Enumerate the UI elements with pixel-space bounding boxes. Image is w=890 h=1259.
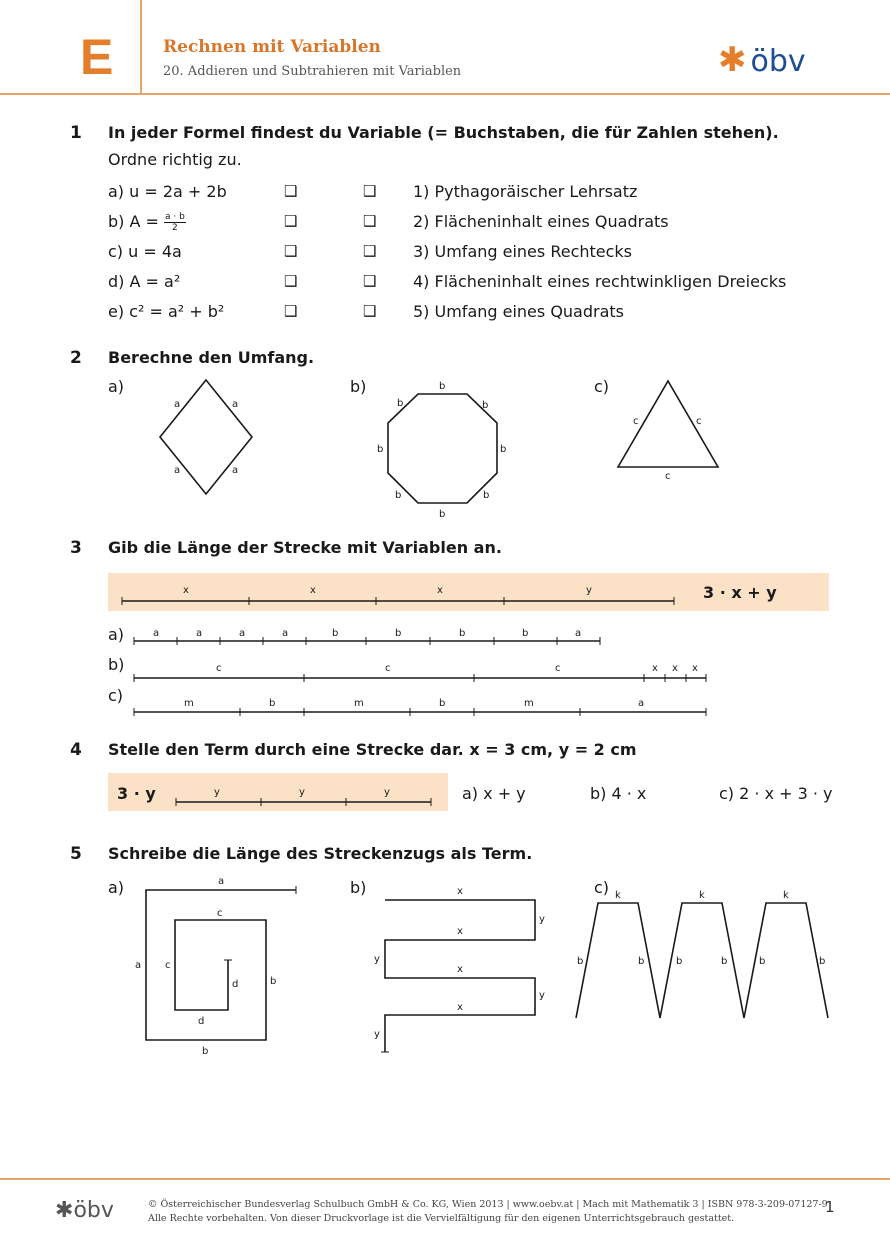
q4-example-seg: y (214, 787, 220, 798)
spiral-label: d (198, 1016, 205, 1027)
q4-example-seg: y (299, 787, 305, 798)
meander-label: x (457, 1002, 463, 1013)
q3-row-a-seg: b (395, 628, 402, 639)
q4-example-seg: y (384, 787, 390, 798)
spiral-label: a (218, 876, 225, 887)
footer-line1: © Österreichischer Bundesverlag Schulbuch GmbH & Co. KG, Wien 2013 | www.oebv.at | Mach mit Mathematik 3 | ISBN 978-3-209-07127-9 (148, 1199, 828, 1210)
q4-example-term: 3 · y (117, 784, 156, 803)
zigzag-label: b (676, 956, 683, 967)
q2-label-c: c) (594, 377, 610, 396)
q3-example-answer: 3 · x + y (703, 583, 777, 602)
q3-row-c-seg: m (184, 698, 194, 709)
q5-label-c: c) (594, 878, 610, 897)
rhombus-label-tr: a (232, 399, 239, 410)
q1-formula-e: e) c² = a² + b² (108, 302, 225, 321)
q3-example-seg: x (310, 585, 316, 596)
q3-row-a-seg: b (522, 628, 529, 639)
q3-example-seg: x (437, 585, 443, 596)
q3-example-seg: x (183, 585, 189, 596)
rhombus-label-br: a (232, 465, 239, 476)
octagon-label-top: b (439, 381, 446, 392)
zigzag-label: b (819, 956, 826, 967)
checkbox-left-c[interactable]: ❑ (284, 242, 298, 260)
zigzag-label: b (759, 956, 766, 967)
meander-label: y (374, 954, 380, 965)
checkbox-left-b[interactable]: ❑ (284, 212, 298, 230)
q3-label-b: b) (108, 655, 125, 674)
checkbox-left-e[interactable]: ❑ (284, 302, 298, 320)
q3-row-b-seg: c (216, 663, 222, 674)
q4-task-b: b) 4 · x (590, 784, 647, 803)
q3-number: 3 (70, 538, 82, 558)
spiral-label: b (202, 1046, 209, 1057)
spiral-label: d (232, 979, 239, 990)
q5-number: 5 (70, 844, 82, 864)
q3-row-b-seg: x (652, 663, 658, 674)
q3-row-c-seg: a (638, 698, 645, 709)
q4-number: 4 (70, 740, 82, 760)
publisher-logo: ✱ öbv (718, 40, 806, 80)
q2-label-b: b) (350, 377, 367, 396)
meander-label: x (457, 964, 463, 975)
rhombus-label-bl: a (174, 465, 181, 476)
footer-divider (0, 1178, 890, 1180)
q1-answer-5: 5) Umfang eines Quadrats (413, 302, 625, 321)
q3-row-a-seg: b (332, 628, 339, 639)
meander-label: y (539, 914, 545, 925)
footer-logo: ✱öbv (55, 1198, 114, 1223)
q5-label-a: a) (108, 878, 125, 897)
q2-label-a: a) (108, 377, 125, 396)
q4-task-a: a) x + y (462, 784, 526, 803)
octagon-label-tl: b (397, 398, 404, 409)
fraction-numerator: a · b (165, 212, 185, 222)
q5-text: Schreibe die Länge des Streckenzugs als Term. (108, 844, 533, 863)
q1-answer-1: 1) Pythagoräischer Lehrsatz (413, 182, 638, 201)
q3-row-c-seg: b (439, 698, 446, 709)
q3-row-b-seg: x (692, 663, 698, 674)
q2-text: Berechne den Umfang. (108, 348, 315, 367)
checkbox-right-3[interactable]: ❑ (363, 242, 377, 260)
q3-row-a-seg: a (282, 628, 289, 639)
q3-row-a-seg: a (153, 628, 160, 639)
octagon-label-tr: b (482, 400, 489, 411)
triangle-label-bottom: c (665, 471, 671, 482)
checkbox-left-d[interactable]: ❑ (284, 272, 298, 290)
chapter-subtitle: 20. Addieren und Subtrahieren mit Variablen (163, 64, 462, 79)
meander-label: y (374, 1029, 380, 1040)
q1-formula-b: b) A = $\frac{a \cdot b}{2}$ (108, 212, 185, 233)
meander-label: y (539, 990, 545, 1001)
q1-answer-2: 2) Flächeninhalt eines Quadrats (413, 212, 669, 231)
meander-path (385, 900, 535, 1052)
zigzag-label: k (615, 890, 621, 901)
checkbox-right-5[interactable]: ❑ (363, 302, 377, 320)
rhombus-label-tl: a (174, 399, 181, 410)
q1-text-line2: Ordne richtig zu. (108, 150, 242, 169)
q1-number: 1 (70, 123, 82, 143)
q5-label-b: b) (350, 878, 367, 897)
spiral-label: b (270, 976, 277, 987)
q3-example-seg: y (586, 585, 592, 596)
page-number: 1 (825, 1198, 835, 1216)
logo-star-icon: ✱ (718, 40, 747, 80)
triangle-label-left: c (633, 416, 639, 427)
q1-formula-d: d) A = a² (108, 272, 181, 291)
checkbox-right-2[interactable]: ❑ (363, 212, 377, 230)
octagon-label-br: b (483, 490, 490, 501)
section-letter: E (80, 29, 114, 85)
q3-row-c-seg: m (354, 698, 364, 709)
zigzag-path (576, 903, 828, 1018)
q3-row-a-seg: a (239, 628, 246, 639)
q3-label-c: c) (108, 686, 124, 705)
q3-text: Gib die Länge der Strecke mit Variablen an. (108, 538, 502, 557)
q3-row-a-seg: a (575, 628, 582, 639)
octagon-label-bl: b (395, 490, 402, 501)
checkbox-right-1[interactable]: ❑ (363, 182, 377, 200)
q3-row-b-seg: c (385, 663, 391, 674)
footer-line2: Alle Rechte vorbehalten. Von dieser Druckvorlage ist die Vervielfältigung für den eigenen Unterrichtsgebrauch gestattet. (148, 1213, 735, 1224)
checkbox-right-4[interactable]: ❑ (363, 272, 377, 290)
q1-answer-4: 4) Flächeninhalt eines rechtwinkligen Dreiecks (413, 272, 787, 291)
q3-label-a: a) (108, 625, 125, 644)
q1-formula-a: a) u = 2a + 2b (108, 182, 227, 201)
octagon-label-bottom: b (439, 509, 446, 520)
footer-logo-star-icon: ✱ (55, 1198, 74, 1223)
q1-answer-3: 3) Umfang eines Rechtecks (413, 242, 633, 261)
q1-formula-c: c) u = 4a (108, 242, 182, 261)
q3-row-a-seg: b (459, 628, 466, 639)
q3-row-a-seg: a (196, 628, 203, 639)
zigzag-label: b (721, 956, 728, 967)
checkbox-left-a[interactable]: ❑ (284, 182, 298, 200)
q3-row-c-seg: b (269, 698, 276, 709)
octagon-label-r: b (500, 444, 507, 455)
q4-text: Stelle den Term durch eine Strecke dar. x = 3 cm, y = 2 cm (108, 740, 637, 759)
q1-text-line1: In jeder Formel findest du Variable (= Buchstaben, die für Zahlen stehen). (108, 123, 779, 142)
octagon-label-l: b (377, 444, 384, 455)
zigzag-label: b (638, 956, 645, 967)
q2-number: 2 (70, 348, 82, 368)
footer-copyright (148, 1198, 828, 1226)
zigzag-label: k (783, 890, 789, 901)
spiral-label: c (217, 908, 223, 919)
zigzag-label: k (699, 890, 705, 901)
meander-label: x (457, 926, 463, 937)
triangle-label-right: c (696, 416, 702, 427)
chapter-title: Rechnen mit Variablen (163, 37, 381, 57)
q3-row-c-seg: m (524, 698, 534, 709)
zigzag-label: b (577, 956, 584, 967)
q4-task-c: c) 2 · x + 3 · y (719, 784, 833, 803)
meander-label: x (457, 886, 463, 897)
spiral-label: a (135, 960, 142, 971)
spiral-label: c (165, 960, 171, 971)
q3-row-b-seg: c (555, 663, 561, 674)
fraction-denominator: 2 (172, 223, 178, 233)
q3-row-b-seg: x (672, 663, 678, 674)
